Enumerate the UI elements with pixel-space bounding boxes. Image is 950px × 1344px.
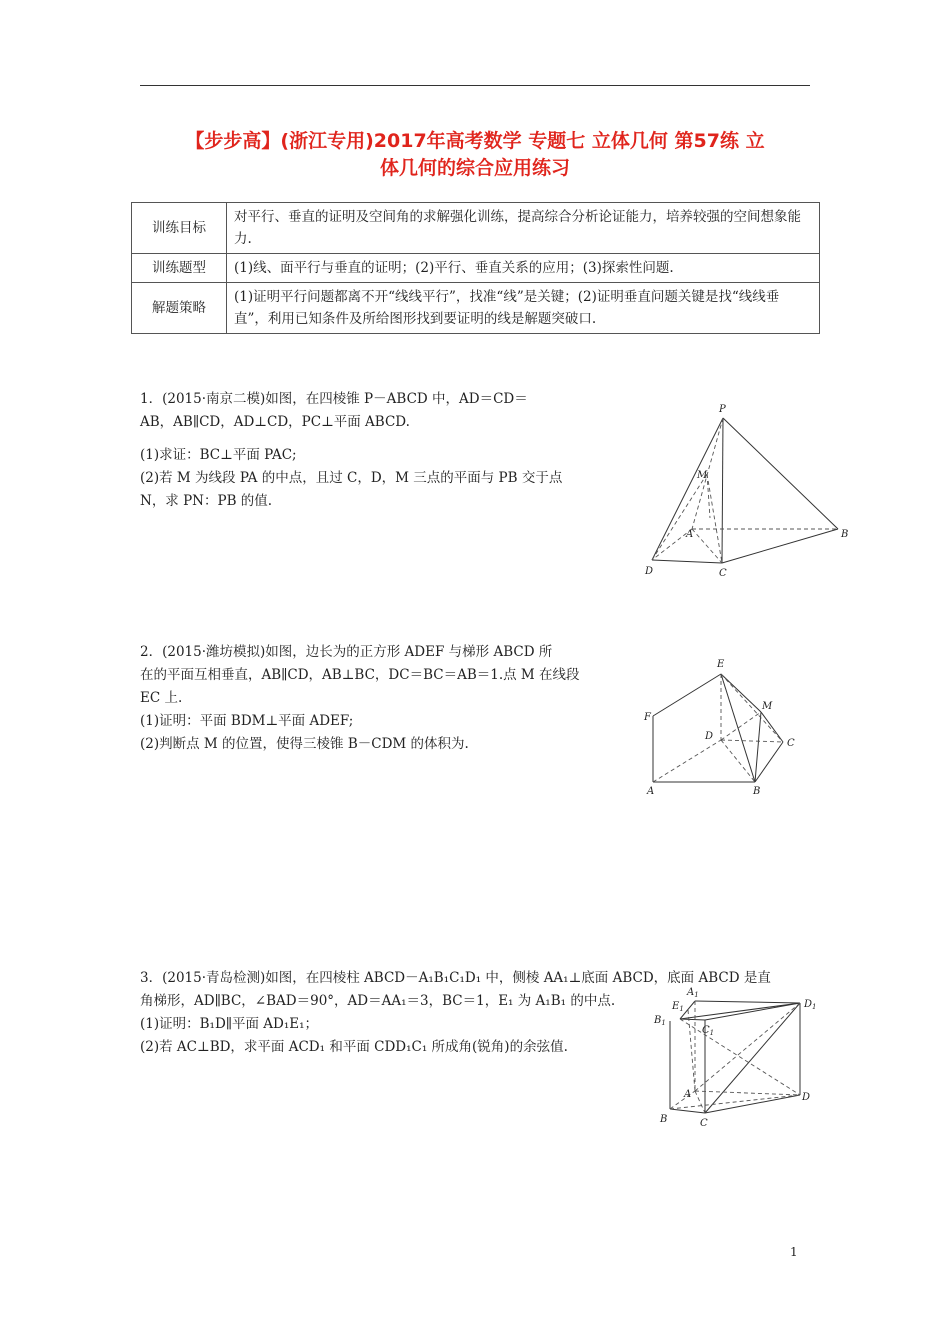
problem-line: (1)求证：BC⊥平面 PAC; [140, 447, 297, 463]
table-row [132, 254, 820, 283]
row-head: 解题策略 [132, 283, 227, 334]
label-D: D [802, 1092, 811, 1103]
problem-line: (2)判断点 M 的位置，使得三棱锥 B－CDM 的体积为. [140, 736, 469, 752]
label-B: B [660, 1114, 668, 1125]
row-content: 对平行、垂直的证明及空间角的求解强化训练，提高综合分析论证能力，培养较强的空间想象能力. [227, 203, 820, 254]
label-D1: $D_1$ [804, 999, 817, 1011]
problem-line: (1)证明：平面 BDM⊥平面 ADEF; [140, 713, 354, 729]
label-E: E [717, 659, 725, 670]
table-row [132, 203, 820, 254]
label-C: C [700, 1118, 708, 1129]
label-P: P [719, 404, 726, 415]
page-number: 1 [790, 1245, 798, 1259]
prism-figure [650, 983, 820, 1133]
problem-line: 在的平面互相垂直，AB∥CD，AB⊥BC，DC＝BC＝AB＝1.点 M 在线段 [140, 667, 580, 683]
label-C: C [719, 568, 727, 579]
problem-2 [140, 641, 580, 756]
square-trapezoid-figure [635, 652, 810, 802]
label-A: A [647, 786, 655, 797]
problem-line: (2)若 AC⊥BD，求平面 ACD₁ 和平面 CDD₁C₁ 所成角(锐角)的余弦值. [140, 1039, 568, 1055]
label-D: D [645, 566, 654, 577]
row-head: 训练题型 [132, 254, 227, 283]
title-line-1: 【步步高】(浙江专用)2017年高考数学 专题七 立体几何 第57练 立 [185, 130, 765, 152]
label-M: M [762, 701, 773, 712]
problem-line: 2．(2015·潍坊模拟)如图，边长为的正方形 ADEF 与梯形 ABCD 所 [140, 644, 553, 660]
row-head: 训练目标 [132, 203, 227, 254]
label-F: F [644, 712, 651, 723]
problem-line: (1)证明：B₁D∥平面 AD₁E₁； [140, 1016, 319, 1032]
label-E1: $E_1$ [672, 1001, 684, 1013]
problem-line: AB，AB∥CD，AD⊥CD，PC⊥平面 ABCD. [140, 414, 410, 430]
label-D: D [705, 731, 714, 742]
label-A1: $A_1$ [687, 987, 699, 999]
problem-line: EC 上. [140, 690, 183, 706]
label-C: C [787, 738, 795, 749]
title-line-2: 体几何的综合应用练习 [379, 157, 570, 179]
document-title [130, 128, 820, 182]
training-info-table [131, 202, 820, 334]
label-B: B [841, 529, 849, 540]
label-A: A [684, 1089, 692, 1100]
row-content: (1)证明平行问题都离不开“线线平行”，找准“线”是关键；(2)证明垂直问题关键是找“线线垂直”，利用已知条件及所给图形找到要证明的线是解题突破口. [227, 283, 820, 334]
label-M: M [697, 470, 708, 481]
label-C1: $C_1$ [702, 1025, 715, 1037]
problem-line: 1．(2015·南京二模)如图，在四棱锥 P－ABCD 中，AD＝CD＝ [140, 391, 528, 407]
problem-line: 角梯形，AD∥BC，∠BAD＝90°，AD＝AA₁＝3，BC＝1，E₁ 为 A₁B₁ 的中点. [140, 993, 616, 1009]
problem-line: 3．(2015·青岛检测)如图，在四棱柱 ABCD－A₁B₁C₁D₁ 中，侧棱 AA₁⊥底面 ABCD，底面 ABCD 是直 [140, 970, 771, 986]
label-B1: $B_1$ [654, 1015, 666, 1027]
pyramid-figure [630, 398, 860, 583]
header-rule [140, 85, 810, 86]
problem-1 [140, 388, 562, 513]
label-B: B [753, 786, 761, 797]
row-content: (1)线、面平行与垂直的证明；(2)平行、垂直关系的应用；(3)探索性问题. [227, 254, 820, 283]
label-A: A [686, 529, 694, 540]
problem-line: (2)若 M 为线段 PA 的中点，且过 C，D，M 三点的平面与 PB 交于点 [140, 470, 563, 486]
table-row [132, 283, 820, 334]
problem-line: N，求 PN：PB 的值. [140, 493, 273, 509]
